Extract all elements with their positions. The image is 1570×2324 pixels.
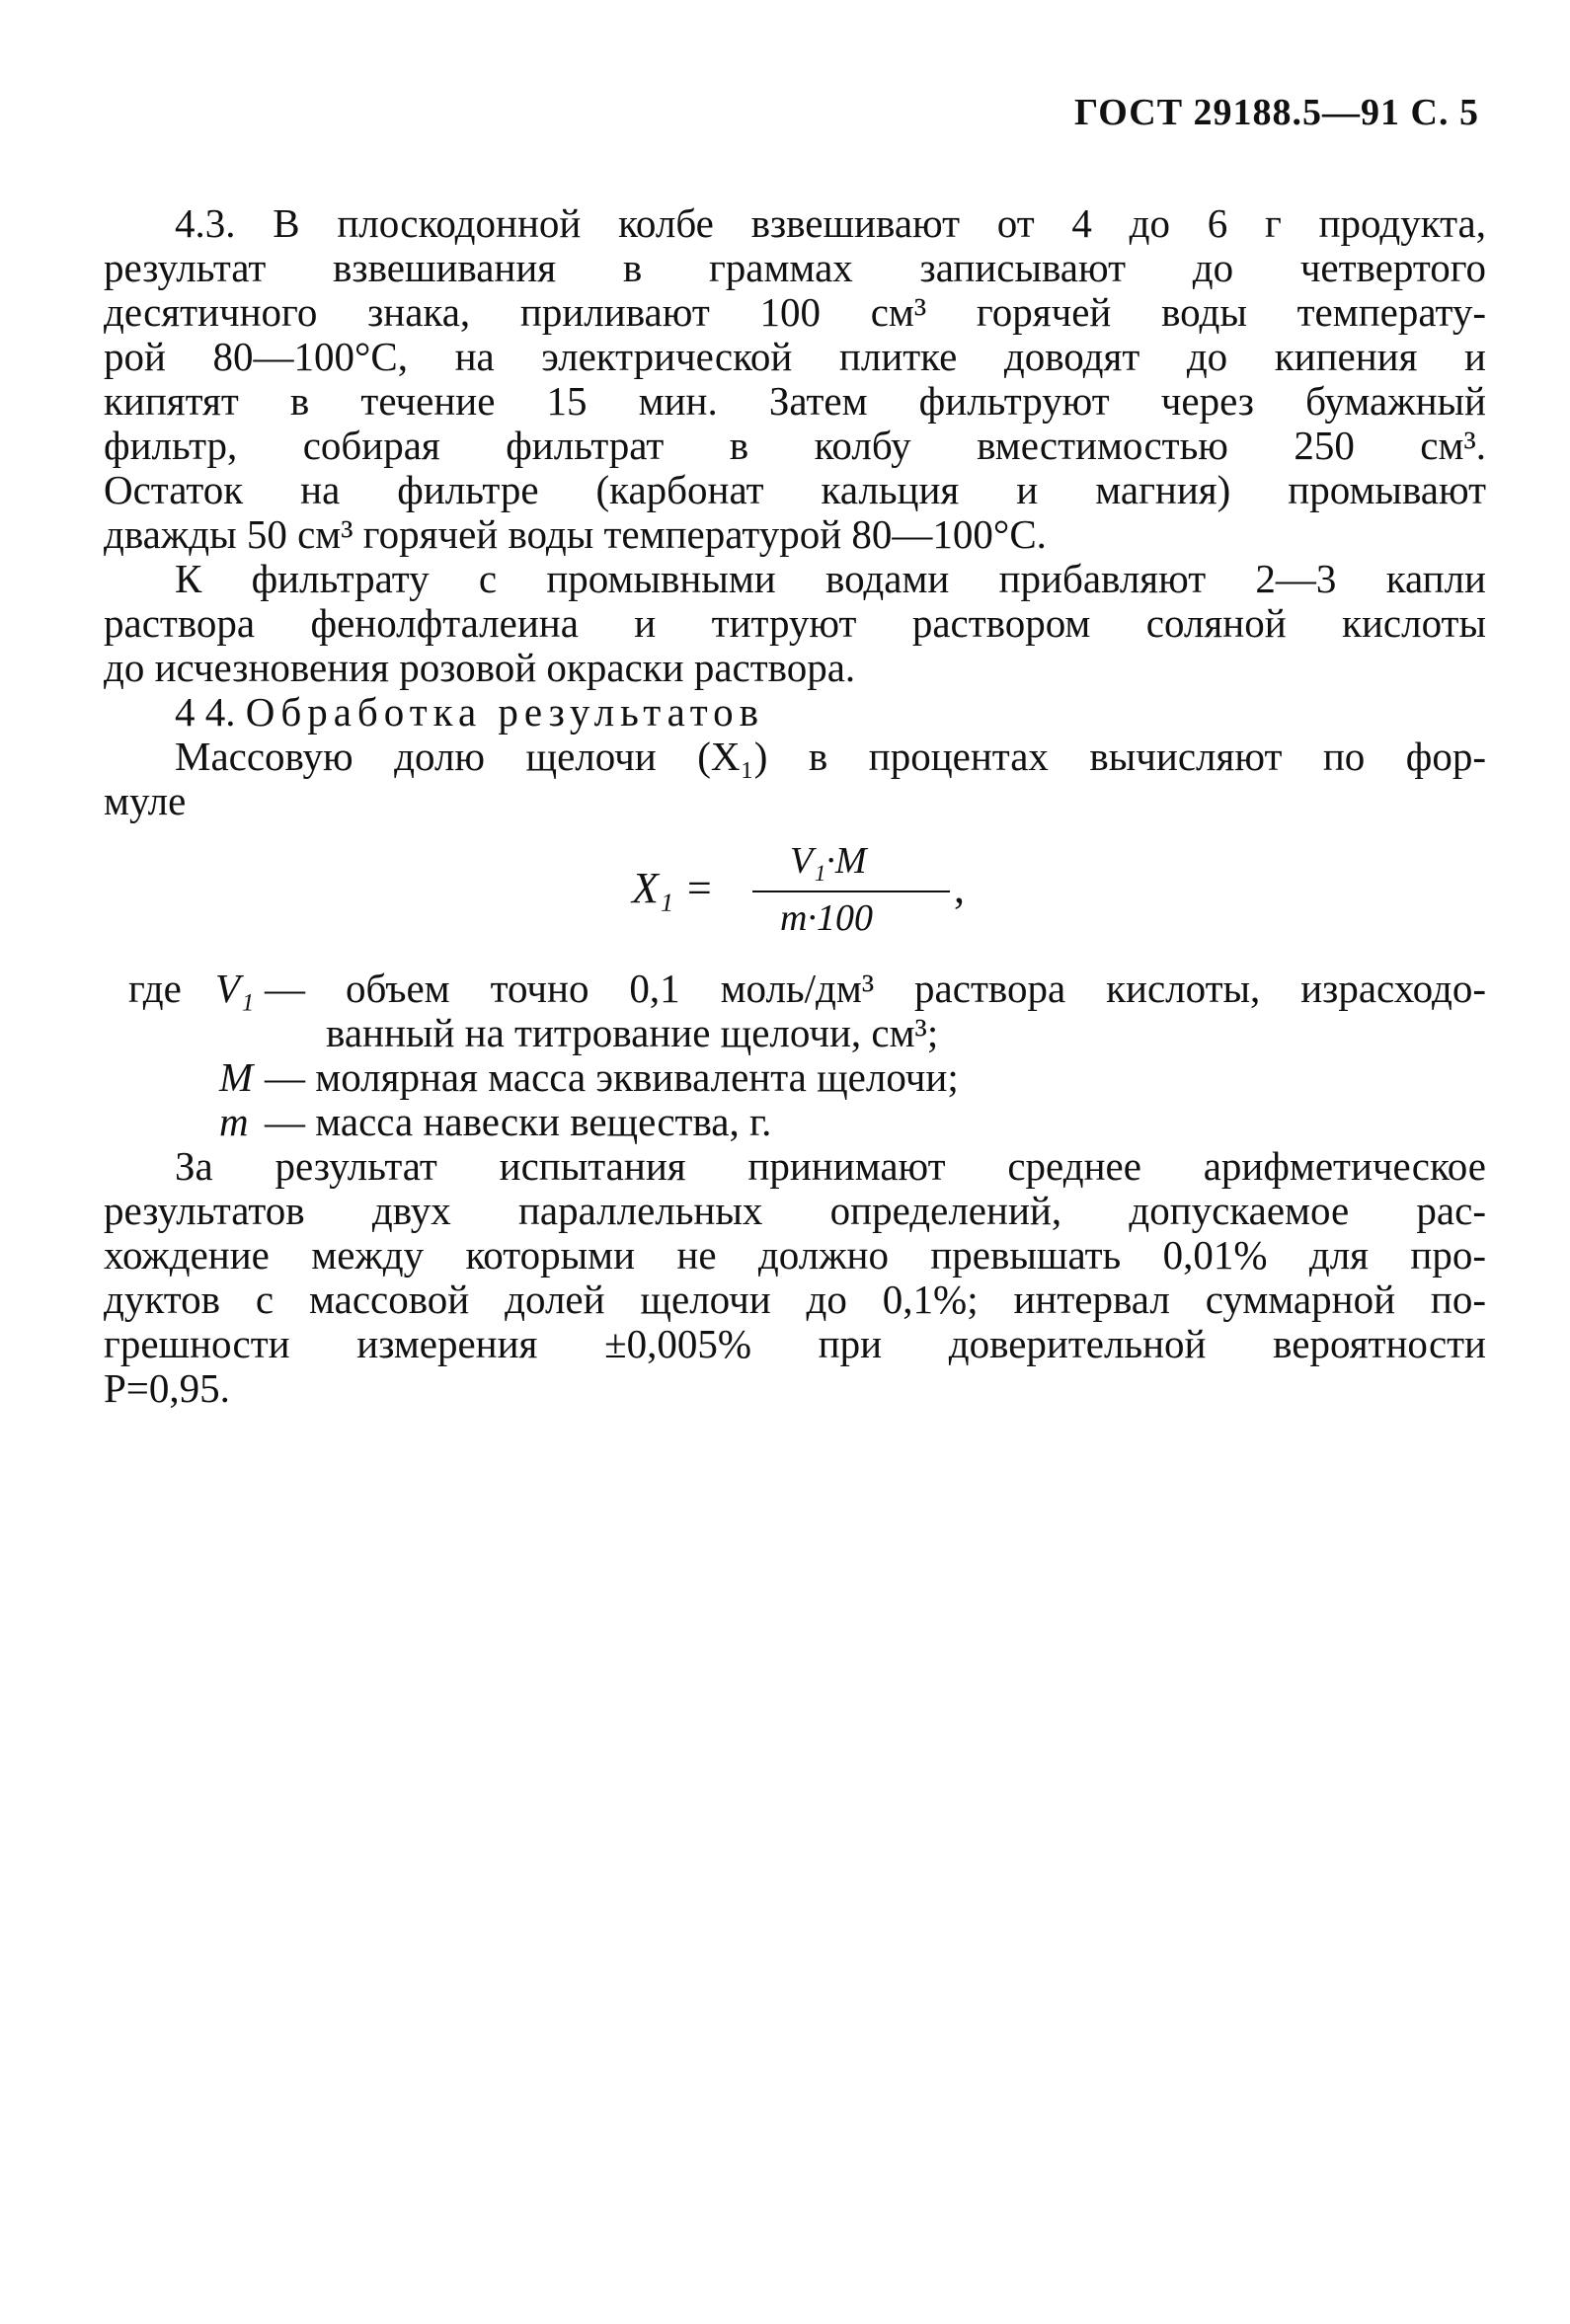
section-heading (175, 689, 1486, 735)
paragraph-line: К фильтрату с промывными водами прибавляют 2—3 капли (175, 556, 1486, 601)
formula-comma: , (954, 864, 965, 912)
section-title: Обработка результатов (245, 689, 765, 735)
paragraph-line: до исчезновения розовой окраски раствора. (104, 645, 856, 690)
paragraph-line: дважды 50 см³ горячей воды температурой 80—100°С. (104, 511, 1047, 557)
paragraph-line: муле (104, 778, 187, 823)
section-number: 4 4. (175, 689, 236, 735)
definition-text-v1: — объем точно 0,1 моль/дм³ раствора кислоты, израсходо- (265, 966, 1486, 1011)
paragraph-line: Р=0,95. (104, 1365, 230, 1411)
definition-text-M: — молярная масса эквивалента щелочи; (265, 1054, 959, 1100)
definition-text-v1-cont: ванный на титрование щелочи, см³; (326, 1010, 939, 1055)
page-header: ГОСТ 29188.5—91 С. 5 (1074, 92, 1479, 133)
formula-denominator: m·100 (780, 897, 873, 939)
formula-lhs: X₁ = (632, 864, 714, 912)
paragraph-line: Остаток на фильтре (карбонат кальция и магния) промывают (104, 467, 1486, 512)
definition-where: где (128, 966, 182, 1011)
paragraph-line: результатов двух параллельных определений, допускаемое рас- (104, 1188, 1486, 1233)
paragraph-line: десятичного знака, приливают 100 см³ горячей воды температу- (104, 289, 1486, 335)
definition-symbol-M: М (219, 1054, 254, 1100)
formula-numerator: V₁·M (790, 840, 867, 882)
paragraph-line: грешности измерения ±0,005% при доверительной вероятности (104, 1321, 1486, 1366)
paragraph-line: фильтр, собирая фильтрат в колбу вместимостью 250 см³. (104, 423, 1486, 468)
paragraph-line: Массовую долю щелочи (X₁) в процентах вычисляют по фор- (175, 734, 1486, 779)
paragraph-line: дуктов с массовой долей щелочи до 0,1%; интервал суммарной по- (104, 1277, 1486, 1322)
paragraph-line: 4.3. В плоскодонной колбе взвешивают от 4 до 6 г продукта, (175, 200, 1486, 246)
definition-symbol-m: m (219, 1099, 249, 1144)
paragraph-line: За результат испытания принимают среднее арифметическое (175, 1143, 1486, 1189)
definition-text-m: — масса навески вещества, г. (265, 1099, 772, 1144)
paragraph-line: результат взвешивания в граммах записывают до четвертого (104, 245, 1486, 290)
paragraph-line: рой 80—100°С, на электрической плитке доводят до кипения и (104, 334, 1486, 379)
paragraph-line: раствора фенолфталеина и титруют раствором соляной кислоты (104, 600, 1486, 646)
paragraph-line: хождение между которыми не должно превышать 0,01% для про- (104, 1232, 1486, 1278)
definition-symbol-v1: V₁ (215, 966, 255, 1011)
formula (632, 839, 965, 939)
fraction-bar (752, 891, 950, 892)
paragraph-line: кипятят в течение 15 мин. Затем фильтруют через бумажный (104, 378, 1486, 424)
